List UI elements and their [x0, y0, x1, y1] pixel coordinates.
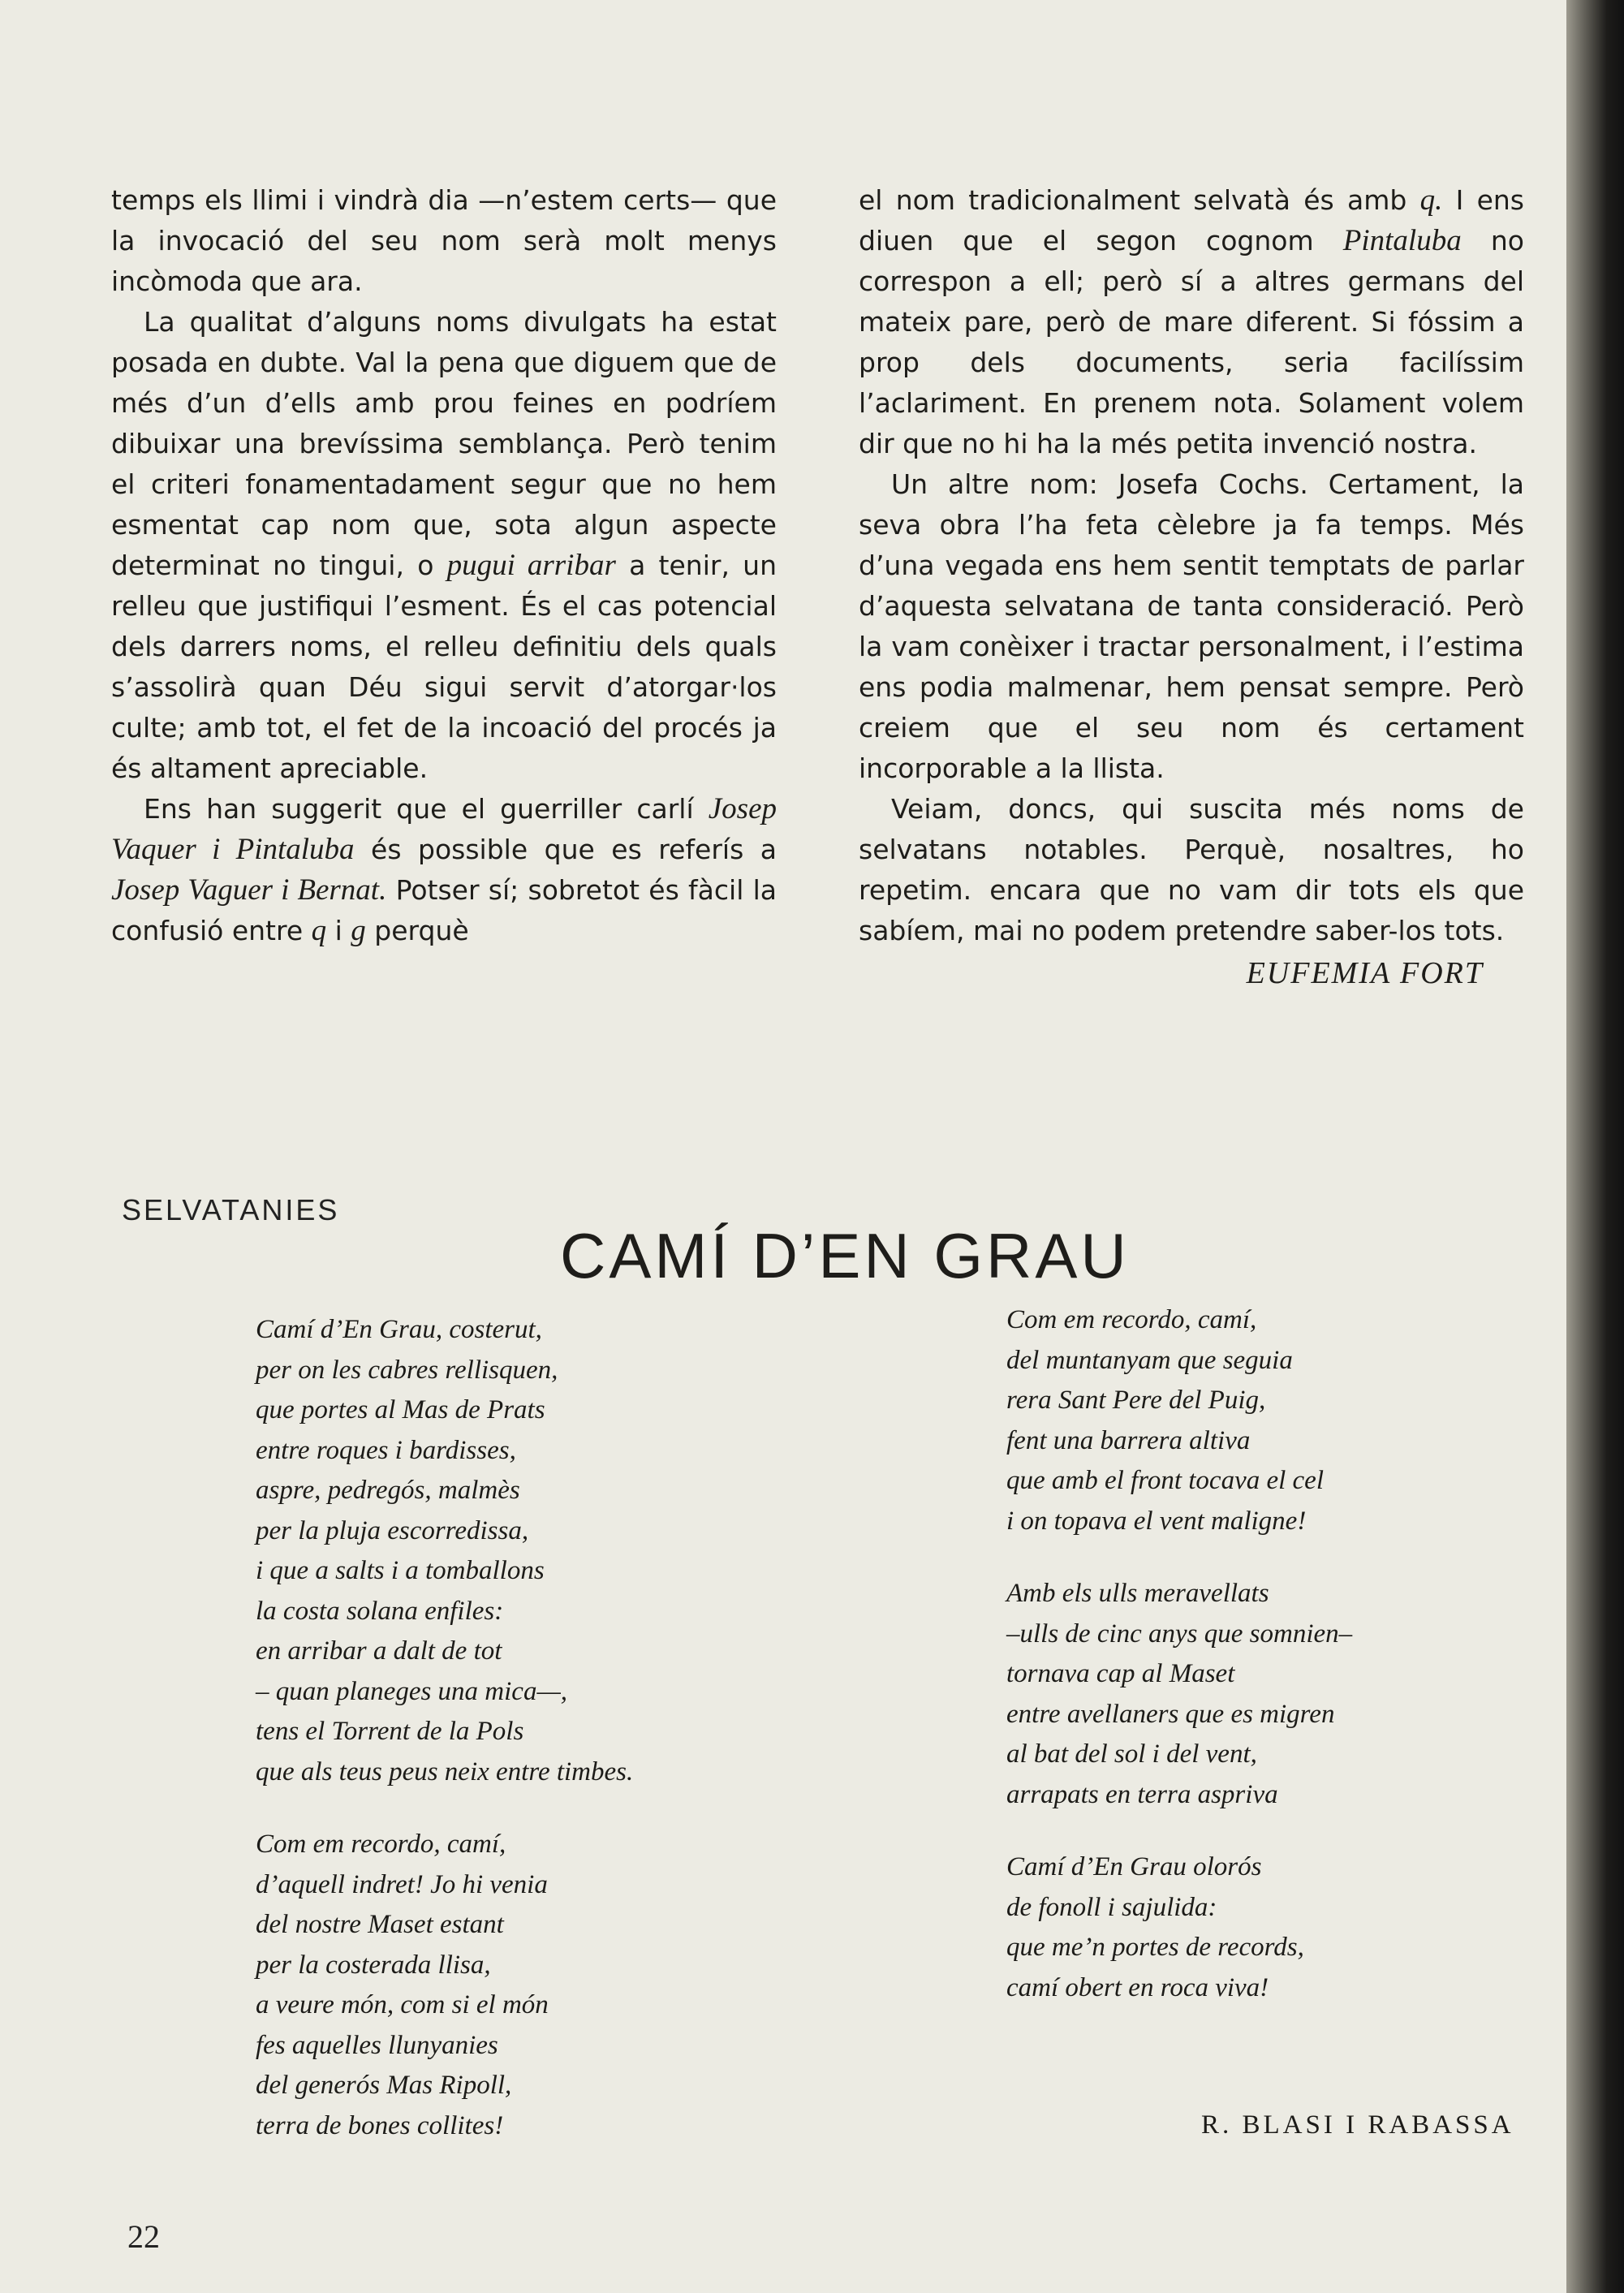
- poem-line: –ulls de cinc anys que somnien–: [1006, 1618, 1353, 1649]
- italic-letter: q: [311, 914, 327, 947]
- paragraph: [111, 180, 777, 302]
- section-label: SELVATANIES: [122, 1193, 340, 1226]
- poem-line: del nostre Maset estant: [256, 1910, 504, 1939]
- paragraph-text: temps els llimi i vindrà dia —n’estem certs— que la invocació del seu nom serà molt menys incòmoda que ara.: [111, 184, 777, 297]
- poem-line: la costa solana enfiles:: [256, 1596, 504, 1626]
- poem-line: del generós Mas Ripoll,: [256, 2071, 512, 2100]
- poem-line: rera Sant Pere del Puig,: [1006, 1386, 1266, 1415]
- poem-column-left: [256, 1310, 633, 2179]
- article-column-left: [111, 180, 777, 951]
- poem-line: Camí d’En Grau, costerut,: [256, 1315, 542, 1344]
- poem-line: arrapats en terra aspriva: [1006, 1779, 1278, 1809]
- poem-stanza: [1006, 1300, 1352, 1541]
- poem-line: tens el Torrent de la Pols: [256, 1717, 524, 1746]
- poem-line: fent una barrera altiva: [1006, 1425, 1251, 1455]
- poem-column-right: [1006, 1300, 1352, 2041]
- poem-line: Com em recordo, camí,: [256, 1830, 506, 1859]
- poem-line: i que a salts i a tomballons: [256, 1556, 545, 1585]
- paragraph-text: perquè: [374, 915, 469, 946]
- poem-line: i on topava el vent maligne!: [1006, 1506, 1307, 1536]
- article-author: EUFEMIA FORT: [1246, 956, 1484, 990]
- paragraph: [859, 180, 1524, 464]
- poem-line: que me’n portes de records,: [1006, 1933, 1304, 1962]
- paragraph-text: a tenir, un relleu que justifiqui l’esment. És el cas potencial dels darrers noms, el relleu definitiu dels quals s’assolirà quan Déu sigui servit d’atorgar·los culte; amb tot, el fet de la incoació del procés ja és altament apreciable.: [111, 550, 777, 784]
- paragraph-text: el nom tradicionalment selvatà és amb: [859, 184, 1407, 216]
- poem-stanza: [1006, 1574, 1352, 1815]
- poem-stanza: [256, 1825, 633, 2146]
- paragraph-text: Ens han suggerit que el guerriller carlí: [144, 793, 694, 825]
- poem-line: que als teus peus neix entre timbes.: [256, 1756, 634, 1787]
- poem-line: Amb els ulls meravellats: [1006, 1579, 1269, 1608]
- italic-letter: g: [351, 914, 366, 947]
- paragraph-text: no correspon a ell; però sí a altres germans del mateix pare, però de mare diferent. Si fóssim a prop dels documents, seria facilíssim l’aclariment. En prenem nota. Solament volem dir que no hi ha la més petita invenció nostra.: [859, 225, 1524, 459]
- poem-line: a veure món, com si el món: [256, 1990, 549, 2019]
- italic-name: Pintaluba: [1342, 224, 1462, 257]
- poem-title: CAMÍ D’EN GRAU: [560, 1220, 1130, 1291]
- poem-line: fes aquelles llunyanies: [256, 2030, 498, 2060]
- italic-name: Josep Vaquer i Pintaluba: [111, 792, 777, 866]
- italic-text: pugui arribar: [446, 549, 616, 582]
- paragraph: [111, 302, 777, 789]
- book-spine-edge: [1566, 0, 1624, 2293]
- poem-stanza: [1006, 1847, 1352, 2008]
- paragraph: [859, 789, 1524, 951]
- poem-stanza: [256, 1310, 633, 1792]
- poem-line: per la pluja escorredissa,: [256, 1515, 529, 1545]
- italic-letter: q.: [1419, 183, 1443, 217]
- poem-line: entre avellaners que es migren: [1006, 1699, 1335, 1729]
- poem-line: per on les cabres rellisquen,: [256, 1355, 558, 1385]
- poem-author: R. BLASI I RABASSA: [1201, 2110, 1514, 2140]
- paragraph-text: Potser sí; sobretot és fàcil la confusió entre: [111, 874, 778, 946]
- paragraph: [859, 464, 1524, 789]
- italic-name: Josep Vaguer i Bernat.: [111, 873, 387, 907]
- poem-line: tornava cap al Maset: [1006, 1659, 1235, 1688]
- poem-line: al bat del sol i del vent,: [1006, 1739, 1257, 1769]
- poem-line: camí obert en roca viva!: [1006, 1972, 1269, 2002]
- paragraph-text: La qualitat d’alguns noms divulgats ha estat posada en dubte. Val la pena que diguem que de més d’un d’ells amb prou feines en podríem dibuixar una brevíssima semblança. Però tenim el criteri fonamentadament segur que no hem esmentat cap nom que, sota algun aspecte determinat no tingui, o: [111, 306, 777, 581]
- page-number: 22: [127, 2218, 160, 2255]
- poem-line: per la costerada llisa,: [256, 1950, 491, 1980]
- poem-line: terra de bones collites!: [256, 2110, 504, 2140]
- paragraph: [111, 789, 777, 951]
- poem-line: Com em recordo, camí,: [1006, 1305, 1257, 1334]
- poem-line: Camí d’En Grau olorós: [1006, 1852, 1262, 1881]
- poem-line: aspre, pedregós, malmès: [256, 1476, 520, 1505]
- poem-line: del muntanyam que seguia: [1006, 1345, 1293, 1375]
- poem-line: que portes al Mas de Prats: [256, 1395, 545, 1425]
- poem-line: que amb el front tocava el cel: [1006, 1466, 1324, 1495]
- paragraph-text: Veiam, doncs, qui suscita més noms de selvatans notables. Perquè, nosaltres, ho repetim. encara que no vam dir tots els que sabíem, mai no podem pretendre saber-los tots.: [859, 793, 1524, 946]
- paragraph-text: Un altre nom: Josefa Cochs. Certament, la seva obra l’ha feta cèlebre ja fa temps. Més d’una vegada ens hem sentit temptats de parlar d’aquesta selvatana de tanta consideració. Però la vam conèixer i tractar personalment, i l’estima ens podia malmenar, hem pensat sempre. Però creiem que el seu nom és certament incorporable a la llista.: [859, 468, 1524, 784]
- paragraph-text: i: [334, 915, 342, 946]
- paragraph-text: és possible que es referís a: [371, 834, 777, 865]
- poem-line: entre roques i bardisses,: [256, 1435, 516, 1465]
- poem-line: – quan planeges una mica—,: [256, 1676, 568, 1706]
- poem-line: de fonoll i sajulida:: [1006, 1892, 1217, 1922]
- article-column-right: [859, 180, 1524, 993]
- poem-line: en arribar a dalt de tot: [256, 1636, 502, 1666]
- paragraph-text: I ens diuen que el segon cognom: [859, 184, 1525, 256]
- poem-line: d’aquell indret! Jo hi venia: [256, 1869, 548, 1899]
